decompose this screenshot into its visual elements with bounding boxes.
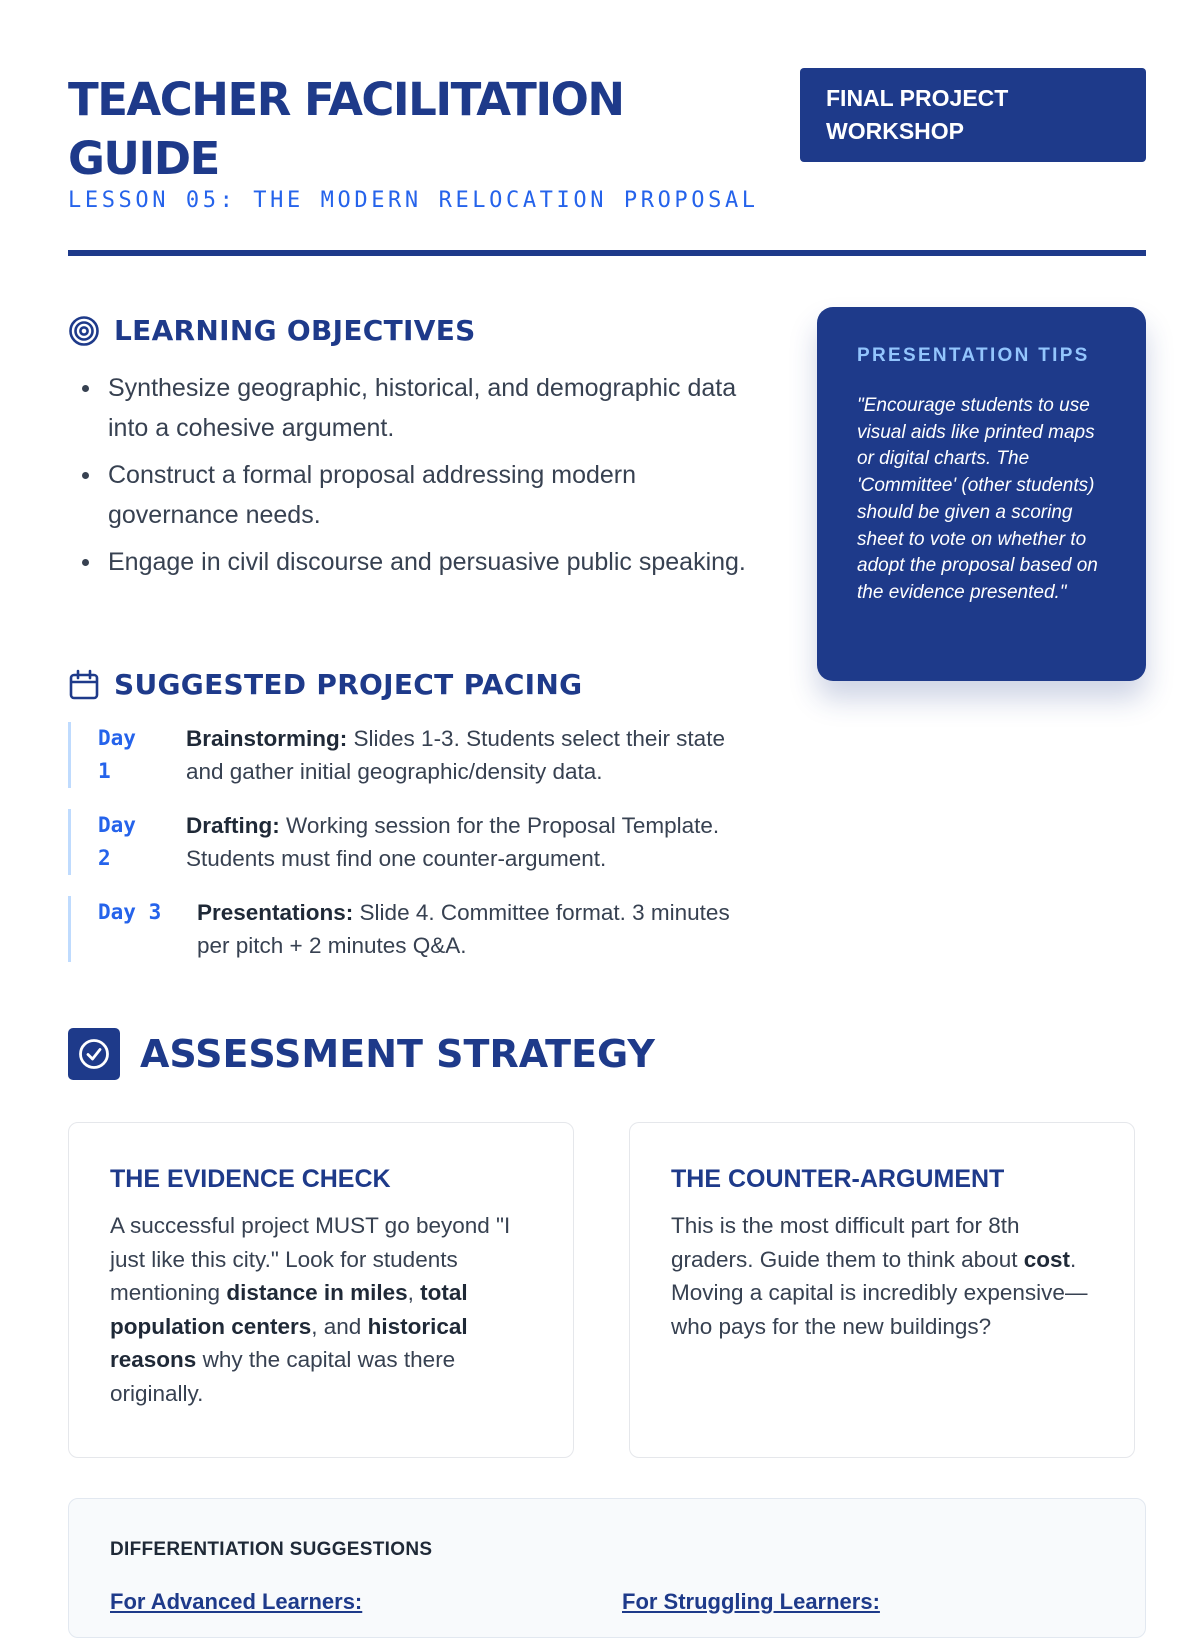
differentiation-panel <box>68 1498 1146 1638</box>
pacing-day-label: Day 2 <box>98 813 136 870</box>
pacing-title: SUGGESTED PROJECT PACING <box>114 668 583 701</box>
workshop-badge: FINAL PROJECT WORKSHOP <box>800 68 1146 162</box>
document-header <box>68 70 1146 256</box>
tips-title: PRESENTATION TIPS <box>857 345 1090 366</box>
pacing-day-label: Day 3 <box>98 900 162 924</box>
header-divider <box>68 250 1146 256</box>
assessment-title: ASSESSMENT STRATEGY <box>140 1032 655 1076</box>
assessment-heading <box>68 1028 655 1080</box>
counter-argument-card <box>629 1122 1135 1458</box>
pacing-row-day-2 <box>68 809 758 875</box>
tips-quote: "Encourage students to use visual aids like printed maps or digital charts. The 'Committee' (other students) should be given a scoring sheet to vote on whether to adopt the proposal based on the evidence presented." <box>857 395 1098 603</box>
objectives-heading <box>68 314 476 347</box>
evidence-check-card <box>68 1122 574 1458</box>
objectives-list <box>68 368 758 589</box>
pacing-heading <box>68 668 582 701</box>
list-item: Engage in civil discourse and persuasive public speaking. <box>68 542 758 582</box>
objectives-title: LEARNING OBJECTIVES <box>114 314 476 347</box>
card-body: A successful project MUST go beyond "I just like this city." Look for students mentioning distance in miles, total population centers, and historical reasons why the capital was there originally. <box>110 1213 511 1406</box>
target-icon <box>68 315 100 347</box>
check-circle-icon <box>68 1028 120 1080</box>
pacing-description: Presentations: Slide 4. Committee format. 3 minutes per pitch + 2 minutes Q&A. <box>197 900 730 958</box>
document-title: TEACHER FACILITATION GUIDE <box>68 73 624 185</box>
card-title: THE COUNTER-ARGUMENT <box>671 1165 1005 1193</box>
pacing-row-day-1 <box>68 722 758 788</box>
pacing-description: Drafting: Working session for the Proposal Template. Students must find one counter-argument. <box>186 813 720 871</box>
list-item: Synthesize geographic, historical, and demographic data into a cohesive argument. <box>68 368 758 448</box>
lesson-subtitle: LESSON 05: THE MODERN RELOCATION PROPOSAL <box>68 188 759 213</box>
facilitation-guide-page <box>68 0 1146 1614</box>
card-title: THE EVIDENCE CHECK <box>110 1165 391 1193</box>
presentation-tips-card <box>817 307 1146 681</box>
pacing-description: Brainstorming: Slides 1-3. Students select their state and gather initial geographic/density data. <box>186 726 725 784</box>
calendar-icon <box>68 669 100 701</box>
advanced-learners-heading: For Advanced Learners: <box>110 1589 363 1614</box>
pacing-phase: Presentations: <box>197 900 354 925</box>
pacing-day-label: Day 1 <box>98 726 136 783</box>
pacing-phase: Brainstorming: <box>186 726 348 751</box>
pacing-row-day-3 <box>68 896 758 962</box>
pacing-phase: Drafting: <box>186 813 280 838</box>
list-item: Construct a formal proposal addressing modern governance needs. <box>68 455 758 535</box>
struggling-learners-heading: For Struggling Learners: <box>622 1589 880 1614</box>
card-body: This is the most difficult part for 8th graders. Guide them to think about cost. Moving a capital is incredibly expensive—who pays for the new buildings? <box>671 1213 1088 1339</box>
pacing-timeline <box>68 722 758 983</box>
differentiation-title: DIFFERENTIATION SUGGESTIONS <box>110 1539 433 1560</box>
